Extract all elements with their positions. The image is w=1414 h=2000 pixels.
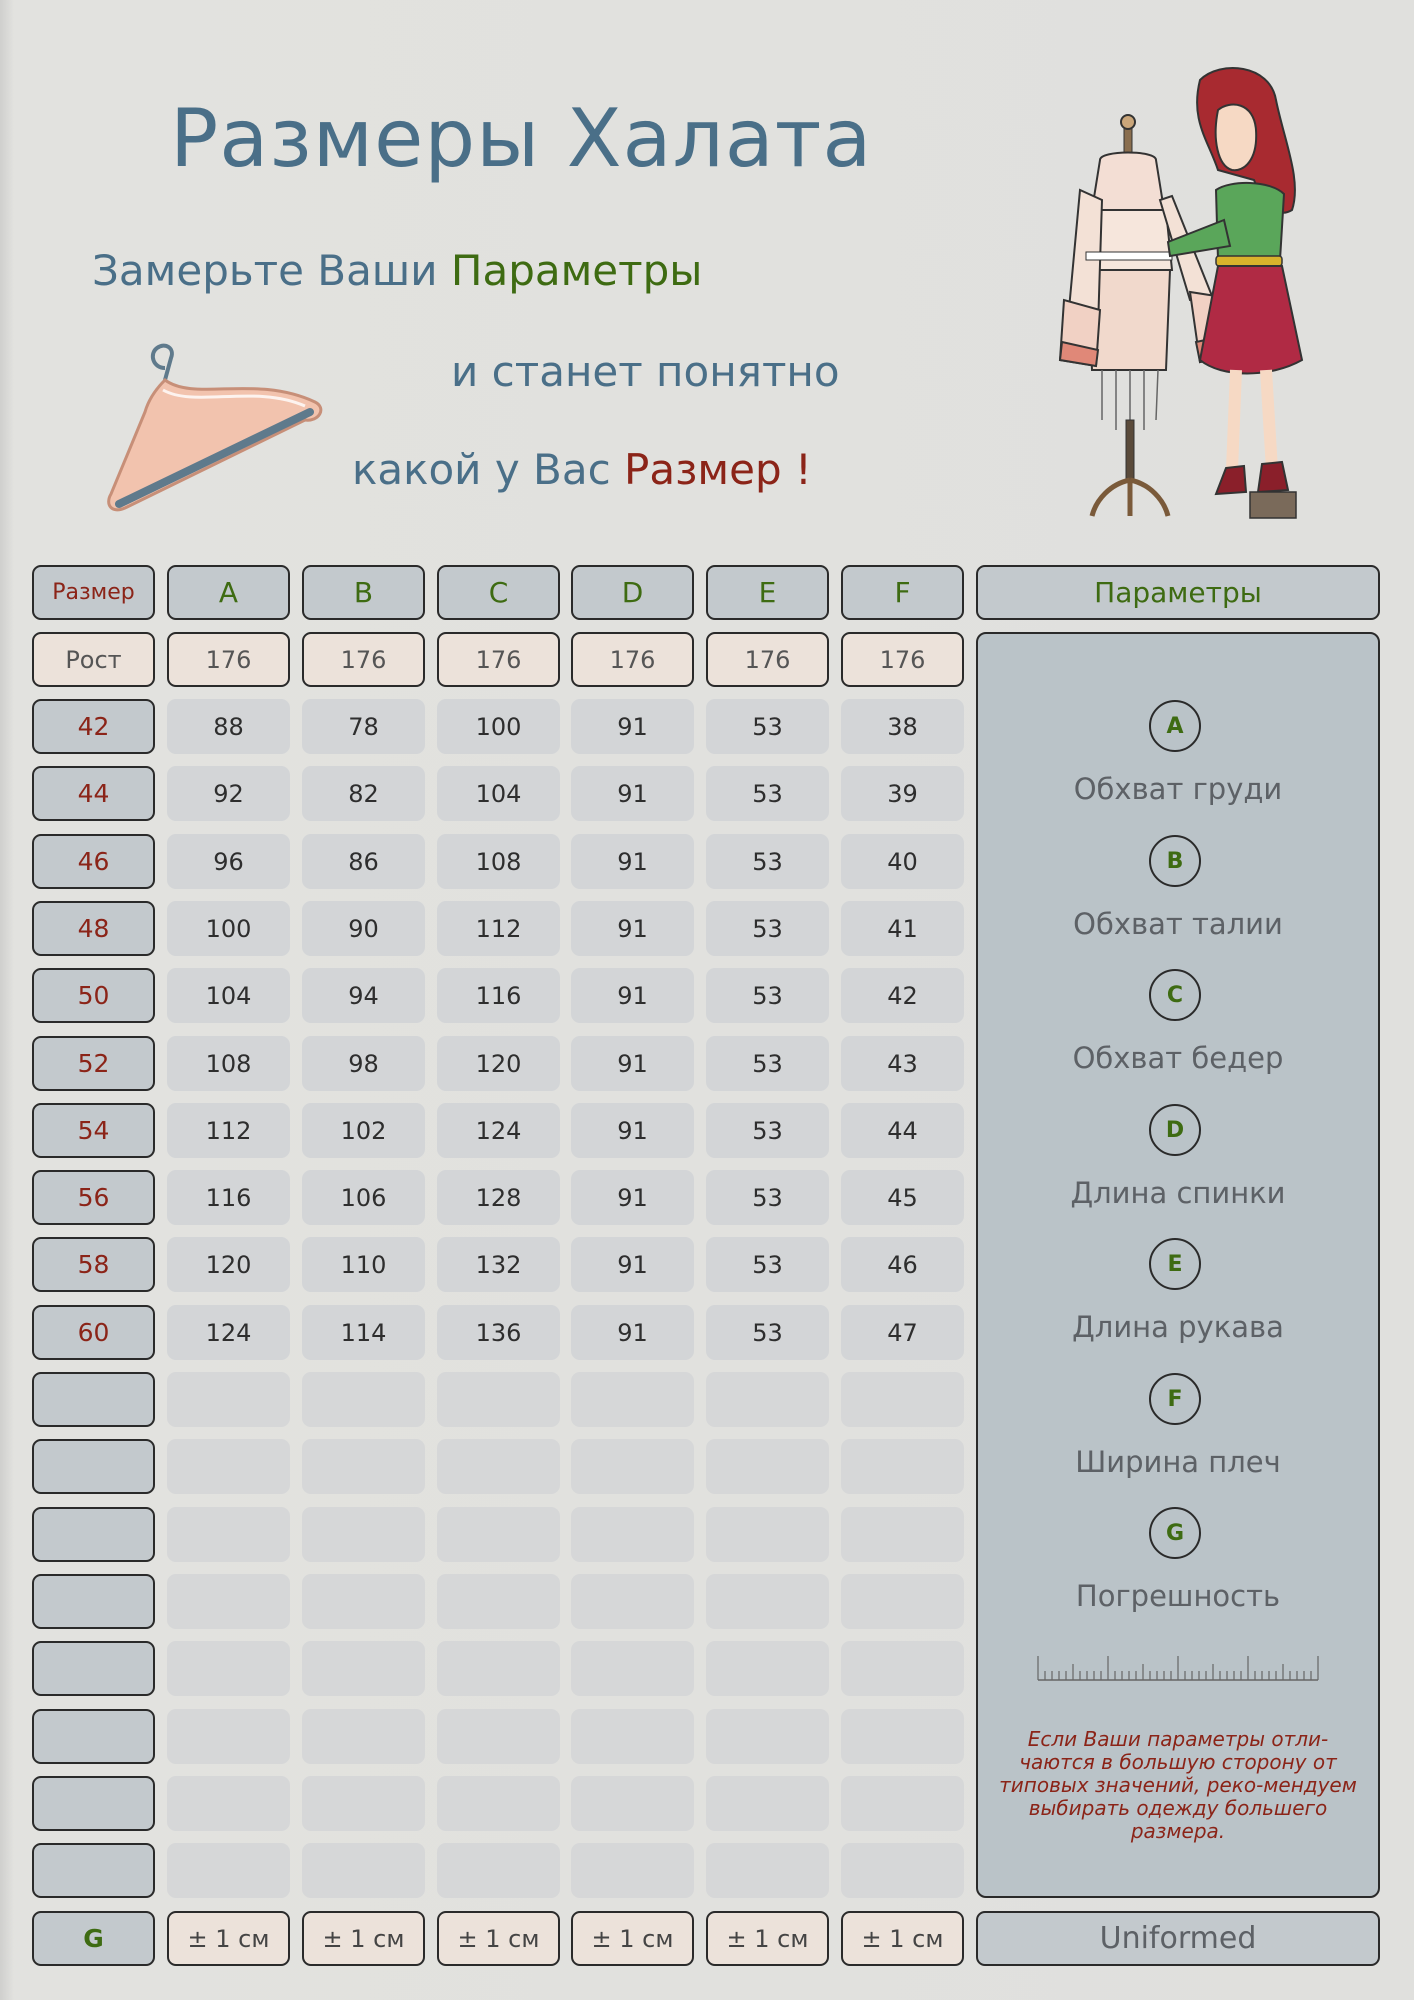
empty-table-cell xyxy=(167,1372,290,1427)
subtitle-highlight-size: Размер ! xyxy=(624,445,812,494)
empty-table-cell xyxy=(706,1641,829,1696)
table-cell: 112 xyxy=(437,901,560,956)
tolerance-row-label: G xyxy=(32,1911,155,1966)
column-header-f: F xyxy=(841,565,964,620)
table-cell: 53 xyxy=(706,1036,829,1091)
empty-table-cell xyxy=(841,1372,964,1427)
table-cell: 91 xyxy=(571,968,694,1023)
table-cell: 53 xyxy=(706,834,829,889)
size-label-54: 54 xyxy=(32,1103,155,1158)
table-cell: 114 xyxy=(302,1305,425,1360)
table-cell: 90 xyxy=(302,901,425,956)
empty-table-cell xyxy=(841,1641,964,1696)
table-cell: 91 xyxy=(571,1036,694,1091)
empty-table-cell xyxy=(167,1574,290,1629)
parameter-letter-g: G xyxy=(1149,1507,1201,1559)
empty-table-cell xyxy=(571,1439,694,1494)
table-cell: 91 xyxy=(571,1305,694,1360)
table-cell: 102 xyxy=(302,1103,425,1158)
empty-table-cell xyxy=(841,1843,964,1898)
parameter-letter-e: E xyxy=(1149,1238,1201,1290)
table-cell: 104 xyxy=(167,968,290,1023)
empty-table-cell xyxy=(302,1574,425,1629)
size-label-56: 56 xyxy=(32,1170,155,1225)
empty-table-cell xyxy=(571,1372,694,1427)
table-cell: 108 xyxy=(167,1036,290,1091)
tolerance-cell: ± 1 см xyxy=(841,1911,964,1966)
empty-size-label xyxy=(32,1776,155,1831)
table-cell: 128 xyxy=(437,1170,560,1225)
table-cell: 88 xyxy=(167,699,290,754)
tolerance-cell: ± 1 см xyxy=(706,1911,829,1966)
brand-label: Uniformed xyxy=(976,1911,1380,1966)
size-label-58: 58 xyxy=(32,1237,155,1292)
page-title: Размеры Халата xyxy=(170,92,873,185)
empty-table-cell xyxy=(437,1843,560,1898)
empty-table-cell xyxy=(167,1776,290,1831)
empty-table-cell xyxy=(302,1507,425,1562)
empty-table-cell xyxy=(841,1574,964,1629)
height-cell: 176 xyxy=(571,632,694,687)
empty-table-cell xyxy=(437,1507,560,1562)
table-cell: 91 xyxy=(571,766,694,821)
empty-table-cell xyxy=(706,1507,829,1562)
table-cell: 53 xyxy=(706,968,829,1023)
height-cell: 176 xyxy=(841,632,964,687)
empty-table-cell xyxy=(571,1574,694,1629)
table-cell: 42 xyxy=(841,968,964,1023)
table-cell: 116 xyxy=(167,1170,290,1225)
empty-table-cell xyxy=(571,1507,694,1562)
empty-table-cell xyxy=(167,1843,290,1898)
table-cell: 53 xyxy=(706,766,829,821)
parameter-letter-a: A xyxy=(1149,700,1201,752)
empty-table-cell xyxy=(706,1439,829,1494)
empty-table-cell xyxy=(302,1372,425,1427)
table-cell: 120 xyxy=(437,1036,560,1091)
parameter-label: Длина спинки xyxy=(1070,1176,1286,1210)
table-cell: 91 xyxy=(571,901,694,956)
subtitle-line-3 xyxy=(352,445,812,494)
column-header-a: A xyxy=(167,565,290,620)
table-cell: 98 xyxy=(302,1036,425,1091)
column-header-e: E xyxy=(706,565,829,620)
parameter-letter-b: B xyxy=(1149,835,1201,887)
table-cell: 41 xyxy=(841,901,964,956)
seamstress-illustration xyxy=(1040,60,1310,520)
hanger-illustration xyxy=(105,332,335,518)
empty-size-label xyxy=(32,1372,155,1427)
column-header-d: D xyxy=(571,565,694,620)
table-cell: 53 xyxy=(706,1170,829,1225)
table-cell: 112 xyxy=(167,1103,290,1158)
empty-table-cell xyxy=(841,1507,964,1562)
empty-size-label xyxy=(32,1641,155,1696)
table-cell: 100 xyxy=(437,699,560,754)
height-cell: 176 xyxy=(167,632,290,687)
empty-table-cell xyxy=(302,1776,425,1831)
size-advice-note: Если Ваши параметры отли-чаются в большую сторону от типовых значений, реко-мендуем выбирать одежду большего размера. xyxy=(999,1727,1357,1843)
height-cell: 176 xyxy=(302,632,425,687)
table-cell: 38 xyxy=(841,699,964,754)
empty-table-cell xyxy=(302,1641,425,1696)
table-cell: 91 xyxy=(571,834,694,889)
table-cell: 40 xyxy=(841,834,964,889)
subtitle-text: Замерьте Ваши xyxy=(92,246,451,295)
tolerance-cell: ± 1 см xyxy=(302,1911,425,1966)
subtitle-line-1 xyxy=(92,246,702,295)
empty-table-cell xyxy=(841,1776,964,1831)
empty-table-cell xyxy=(437,1709,560,1764)
table-cell: 82 xyxy=(302,766,425,821)
empty-size-label xyxy=(32,1574,155,1629)
parameter-letter-d: D xyxy=(1149,1104,1201,1156)
column-header-b: B xyxy=(302,565,425,620)
size-label-48: 48 xyxy=(32,901,155,956)
table-cell: 53 xyxy=(706,1237,829,1292)
tolerance-cell: ± 1 см xyxy=(167,1911,290,1966)
size-label-60: 60 xyxy=(32,1305,155,1360)
empty-table-cell xyxy=(706,1776,829,1831)
empty-table-cell xyxy=(706,1709,829,1764)
table-cell: 108 xyxy=(437,834,560,889)
height-cell: 176 xyxy=(706,632,829,687)
empty-table-cell xyxy=(167,1709,290,1764)
empty-size-label xyxy=(32,1709,155,1764)
table-cell: 53 xyxy=(706,699,829,754)
empty-table-cell xyxy=(437,1439,560,1494)
table-cell: 78 xyxy=(302,699,425,754)
table-cell: 92 xyxy=(167,766,290,821)
parameters-header: Параметры xyxy=(976,565,1380,620)
empty-size-label xyxy=(32,1507,155,1562)
empty-table-cell xyxy=(437,1574,560,1629)
table-cell: 120 xyxy=(167,1237,290,1292)
table-cell: 39 xyxy=(841,766,964,821)
empty-table-cell xyxy=(841,1439,964,1494)
empty-table-cell xyxy=(437,1776,560,1831)
table-cell: 116 xyxy=(437,968,560,1023)
empty-table-cell xyxy=(706,1843,829,1898)
table-cell: 91 xyxy=(571,699,694,754)
empty-table-cell xyxy=(167,1641,290,1696)
table-cell: 106 xyxy=(302,1170,425,1225)
parameter-letter-f: F xyxy=(1149,1373,1201,1425)
parameter-label: Обхват талии xyxy=(1073,907,1283,941)
empty-table-cell xyxy=(167,1507,290,1562)
parameter-letter-c: C xyxy=(1149,969,1201,1021)
mannequin-illustration xyxy=(1060,115,1228,516)
table-cell: 53 xyxy=(706,1305,829,1360)
table-cell: 100 xyxy=(167,901,290,956)
table-cell: 91 xyxy=(571,1170,694,1225)
height-row-label: Рост xyxy=(32,632,155,687)
parameter-label: Длина рукава xyxy=(1072,1310,1284,1344)
ruler-icon xyxy=(1036,1656,1320,1690)
table-cell: 86 xyxy=(302,834,425,889)
table-cell: 124 xyxy=(437,1103,560,1158)
table-cell: 91 xyxy=(571,1103,694,1158)
height-cell: 176 xyxy=(437,632,560,687)
empty-size-label xyxy=(32,1843,155,1898)
empty-table-cell xyxy=(302,1709,425,1764)
table-cell: 132 xyxy=(437,1237,560,1292)
empty-table-cell xyxy=(302,1843,425,1898)
size-label-52: 52 xyxy=(32,1036,155,1091)
table-cell: 46 xyxy=(841,1237,964,1292)
empty-table-cell xyxy=(437,1641,560,1696)
empty-table-cell xyxy=(841,1709,964,1764)
table-cell: 96 xyxy=(167,834,290,889)
size-column-header: Размер xyxy=(32,565,155,620)
size-label-46: 46 xyxy=(32,834,155,889)
table-cell: 104 xyxy=(437,766,560,821)
table-cell: 43 xyxy=(841,1036,964,1091)
empty-table-cell xyxy=(706,1372,829,1427)
parameter-label: Обхват бедер xyxy=(1072,1041,1284,1075)
empty-table-cell xyxy=(437,1372,560,1427)
empty-table-cell xyxy=(167,1439,290,1494)
table-cell: 110 xyxy=(302,1237,425,1292)
table-cell: 53 xyxy=(706,901,829,956)
table-cell: 94 xyxy=(302,968,425,1023)
size-label-50: 50 xyxy=(32,968,155,1023)
empty-table-cell xyxy=(571,1843,694,1898)
empty-size-label xyxy=(32,1439,155,1494)
subtitle-text: какой у Вас xyxy=(352,445,625,494)
tolerance-cell: ± 1 см xyxy=(437,1911,560,1966)
tolerance-cell: ± 1 см xyxy=(571,1911,694,1966)
empty-table-cell xyxy=(706,1574,829,1629)
table-cell: 45 xyxy=(841,1170,964,1225)
empty-table-cell xyxy=(571,1641,694,1696)
column-header-c: C xyxy=(437,565,560,620)
table-cell: 124 xyxy=(167,1305,290,1360)
table-cell: 91 xyxy=(571,1237,694,1292)
subtitle-highlight-params: Параметры xyxy=(450,246,703,295)
table-cell: 136 xyxy=(437,1305,560,1360)
size-label-44: 44 xyxy=(32,766,155,821)
parameter-label: Ширина плеч xyxy=(1075,1445,1281,1479)
table-cell: 47 xyxy=(841,1305,964,1360)
table-cell: 53 xyxy=(706,1103,829,1158)
empty-table-cell xyxy=(302,1439,425,1494)
parameter-label: Обхват груди xyxy=(1073,772,1283,806)
empty-table-cell xyxy=(571,1776,694,1831)
empty-table-cell xyxy=(571,1709,694,1764)
table-cell: 44 xyxy=(841,1103,964,1158)
parameter-label: Погрешность xyxy=(1075,1579,1281,1613)
size-label-42: 42 xyxy=(32,699,155,754)
subtitle-line-2: и станет понятно xyxy=(451,347,840,396)
